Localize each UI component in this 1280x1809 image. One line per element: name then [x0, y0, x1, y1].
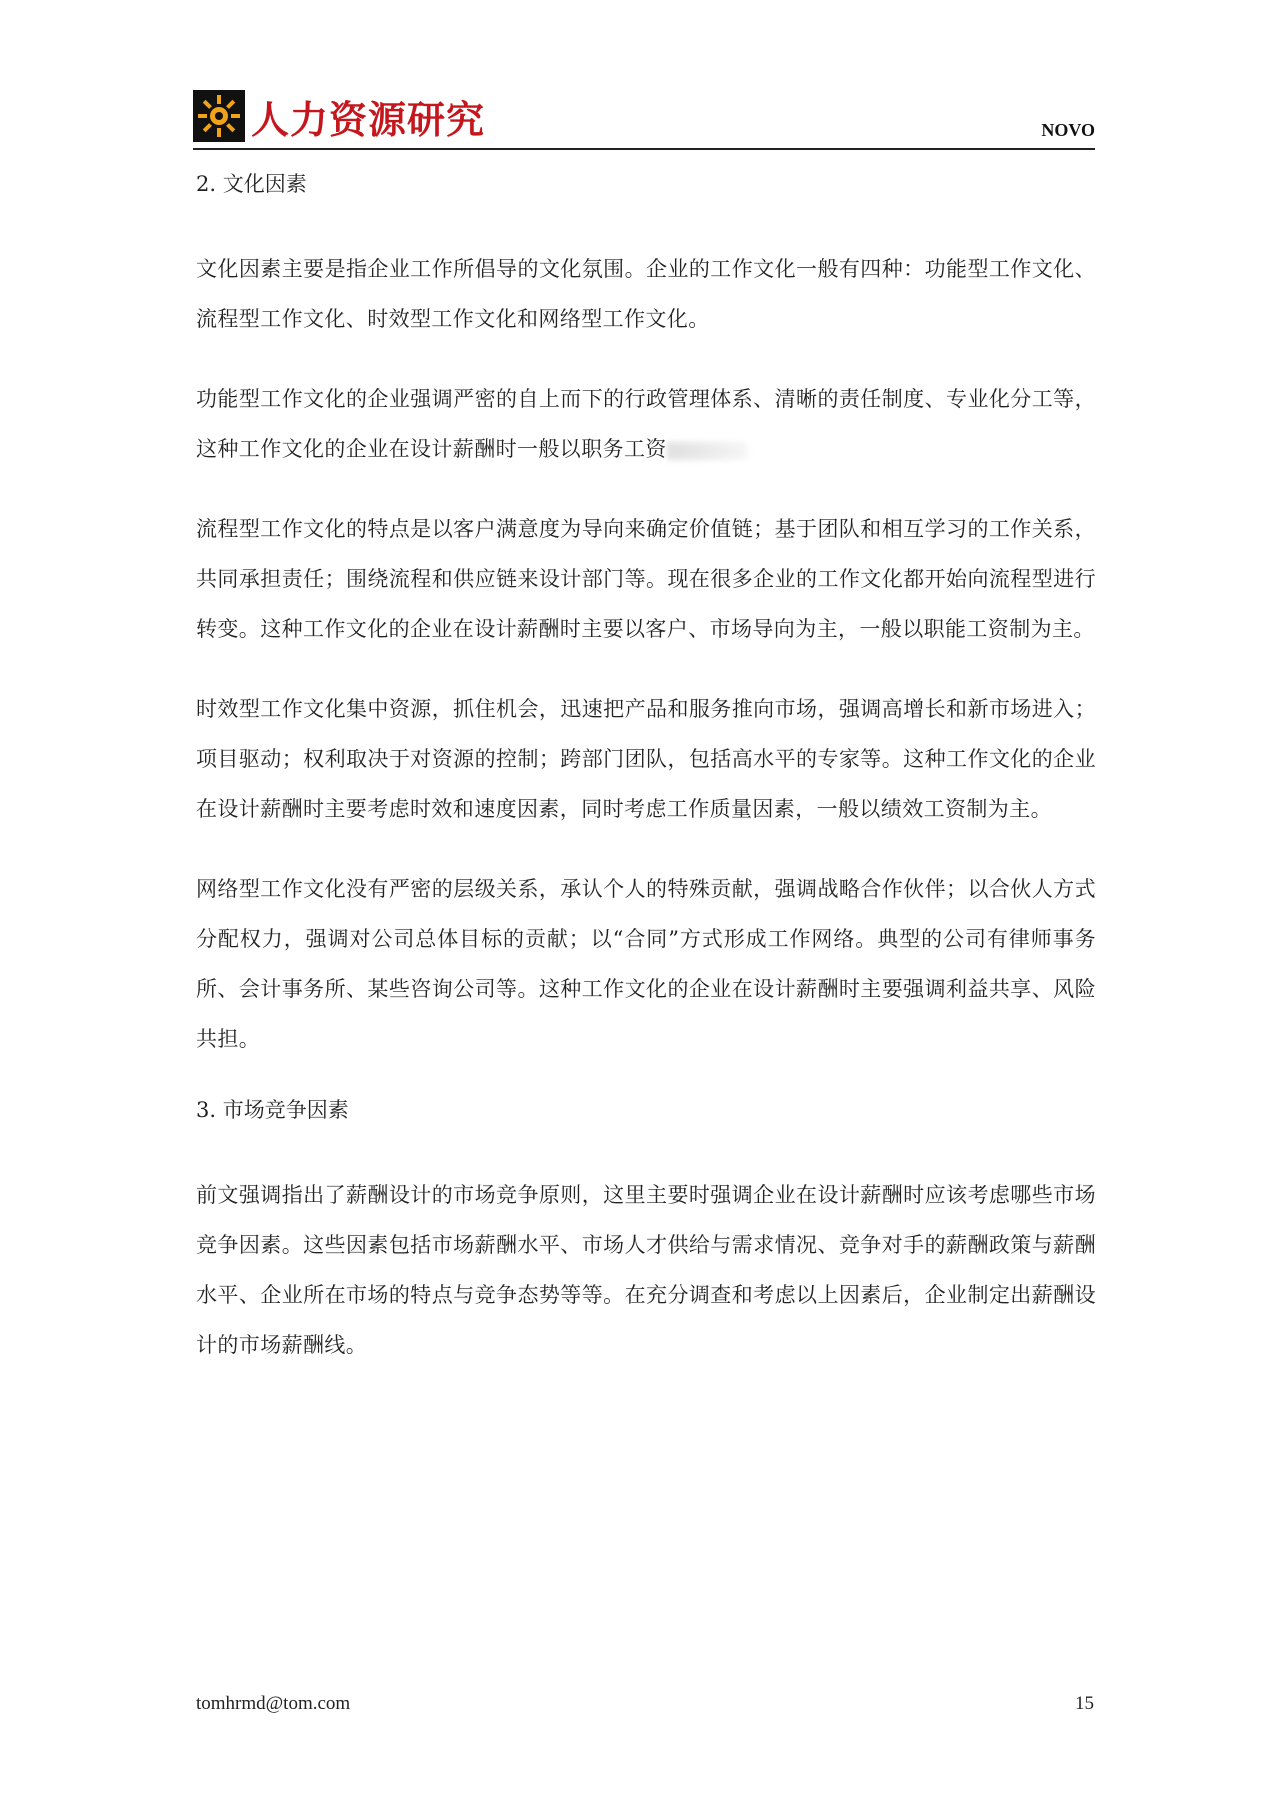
redacted-text-blur: [667, 442, 747, 460]
page-header: [193, 88, 1095, 148]
paragraph-process-culture: 流程型工作文化的特点是以客户满意度为导向来确定价值链；基于团队和相互学习的工作关系，共同承担责任；围绕流程和供应链来设计部门等。现在很多企业的工作文化都开始向流程型进行转变。这种工作文化的企业在设计薪酬时主要以客户、市场导向为主，一般以职能工资制为主。: [196, 517, 1096, 641]
logo-text: 人力资源研究: [251, 97, 486, 142]
paragraph-functional-culture: [196, 374, 1096, 474]
header-rule: [193, 148, 1095, 150]
body-content: [196, 168, 1096, 1400]
section-heading-market: 3. 市场竞争因素: [196, 1098, 349, 1122]
logo: [193, 90, 485, 142]
paragraph-market-competition: 前文强调指出了薪酬设计的市场竞争原则，这里主要时强调企业在设计薪酬时应该考虑哪些市场竞争因素。这些因素包括市场薪酬水平、市场人才供给与需求情况、竞争对手的薪酬政策与薪酬水平、企业所在市场的特点与竞争态势等等。在充分调查和考虑以上因素后，企业制定出薪酬设计的市场薪酬线。: [196, 1183, 1096, 1357]
paragraph-time-culture: 时效型工作文化集中资源，抓住机会，迅速把产品和服务推向市场，强调高增长和新市场进入；项目驱动；权利取决于对资源的控制；跨部门团队，包括高水平的专家等。这种工作文化的企业在设计薪酬时主要考虑时效和速度因素，同时考虑工作质量因素，一般以绩效工资制为主。: [196, 697, 1096, 821]
gear-sun-icon: [193, 90, 245, 142]
paragraph-network-culture: 网络型工作文化没有严密的层级关系，承认个人的特殊贡献，强调战略合作伙伴；以合伙人方式分配权力，强调对公司总体目标的贡献；以“合同”方式形成工作网络。典型的公司有律师事务所、会计事务所、某些咨询公司等。这种工作文化的企业在设计薪酬时主要强调利益共享、风险共担。: [196, 877, 1096, 1051]
page-number: 15: [1075, 1693, 1094, 1714]
brand-name: NOVO: [1041, 120, 1095, 140]
paragraph-functional-text: 功能型工作文化的企业强调严密的自上而下的行政管理体系、清晰的责任制度、专业化分工等，这种工作文化的企业在设计薪酬时一般以职务工资: [196, 387, 1096, 461]
paragraph-culture-intro: 文化因素主要是指企业工作所倡导的文化氛围。企业的工作文化一般有四种：功能型工作文化、流程型工作文化、时效型工作文化和网络型工作文化。: [196, 257, 1096, 331]
section-heading-culture: 2. 文化因素: [196, 172, 307, 196]
footer-email: tomhrmd@tom.com: [196, 1693, 351, 1714]
